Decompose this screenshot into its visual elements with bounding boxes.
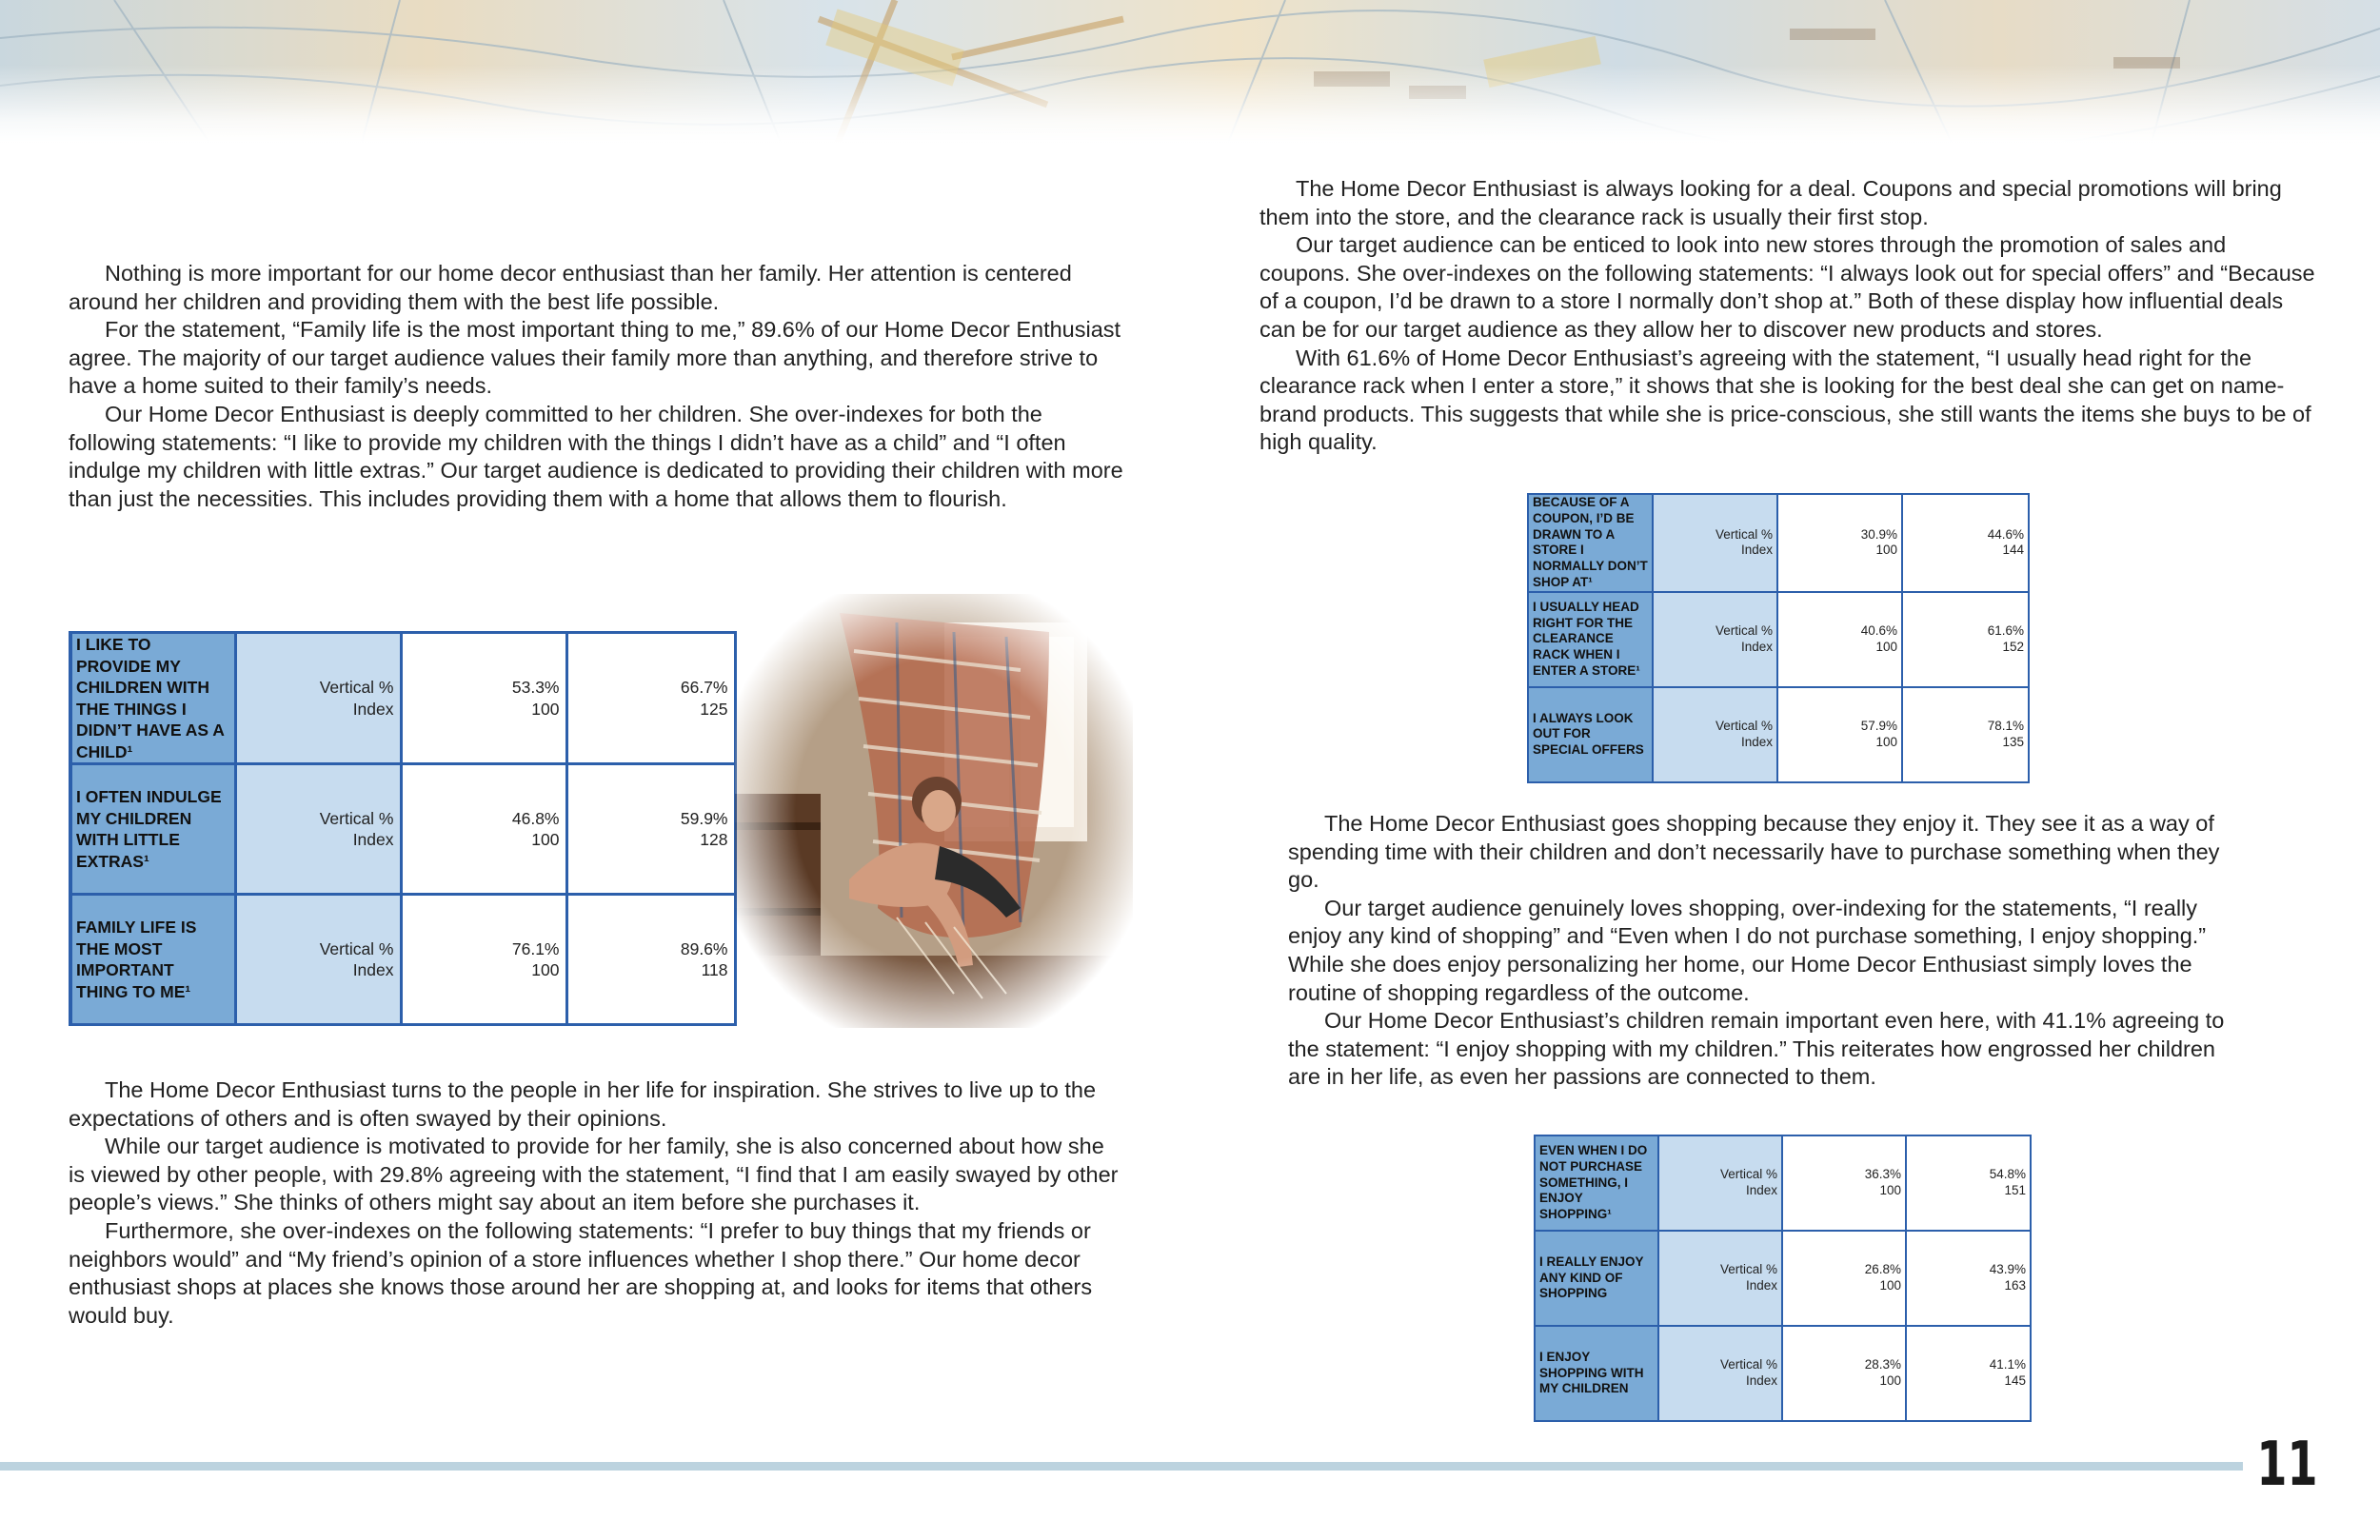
value: 100 xyxy=(1879,1373,1901,1388)
base-value-cell xyxy=(401,633,566,764)
value: 78.1% xyxy=(1987,718,2024,733)
value: 100 xyxy=(531,830,560,849)
statement-cell: I ENJOY SHOPPING WITH MY CHILDREN xyxy=(1535,1326,1658,1421)
left-intro-text xyxy=(69,260,1125,513)
statement-cell: FAMILY LIFE IS THE MOST IMPORTANT THING TO ME¹ xyxy=(70,895,235,1025)
metric-label: Index xyxy=(1740,543,1773,558)
metric-cell xyxy=(1658,1231,1782,1326)
metric-label: Vertical % xyxy=(319,678,394,697)
base-value-cell xyxy=(401,764,566,895)
value: 145 xyxy=(2004,1373,2026,1388)
table-row xyxy=(1535,1231,2031,1326)
value: 125 xyxy=(700,699,728,719)
value: 59.9% xyxy=(680,808,728,828)
family-statements-table xyxy=(69,631,737,1026)
table-row xyxy=(1528,494,2029,592)
value: 100 xyxy=(1875,543,1897,558)
table-row xyxy=(1528,687,2029,782)
table-row xyxy=(70,764,735,895)
value: 128 xyxy=(700,830,728,849)
paragraph: The Home Decor Enthusiast goes shopping because they enjoy it. They see it as a way of spending time with their children and don’t necessarily have to purchase something when they go. xyxy=(1288,811,2220,893)
target-value-cell xyxy=(1902,592,2029,687)
metric-label: Vertical % xyxy=(1719,1262,1777,1277)
statement-cell: I ALWAYS LOOK OUT FOR SPECIAL OFFERS xyxy=(1528,687,1653,782)
target-value-cell xyxy=(1902,494,2029,592)
value: 44.6% xyxy=(1987,526,2024,542)
metric-cell xyxy=(1653,494,1777,592)
value: 152 xyxy=(2002,639,2024,654)
target-value-cell xyxy=(1906,1326,2031,1421)
target-value-cell xyxy=(566,895,735,1025)
metric-label: Vertical % xyxy=(319,808,394,828)
footer-rule xyxy=(0,1462,2243,1471)
statement-cell: I LIKE TO PROVIDE MY CHILDREN WITH THE THINGS I DIDN’T HAVE AS A CHILD¹ xyxy=(70,633,235,764)
metric-label: Vertical % xyxy=(319,938,394,958)
paragraph: For the statement, “Family life is the most important thing to me,” 89.6% of our Home Decor Enthusiast agree. The majority of our target audience values their family more than anything, and therefore strive to have a home suited to their family’s needs. xyxy=(69,317,1121,399)
paragraph: Our Home Decor Enthusiast is deeply committed to her children. She over-indexes for both the following statements: “I like to provide my children with the things I didn’t have as a child” and “I often indulge my children with little extras.” Our target audience is dedicated to providing their children with more than just the necessities. This includes providing them with a home that allows them to flourish. xyxy=(69,401,1123,511)
metric-label: Index xyxy=(1745,1373,1777,1388)
left-lower-text xyxy=(69,1076,1125,1330)
statement-cell: I USUALLY HEAD RIGHT FOR THE CLEARANCE RACK WHEN I ENTER A STORE¹ xyxy=(1528,592,1653,687)
value: 53.3% xyxy=(511,678,560,697)
metric-label: Index xyxy=(1740,734,1773,749)
value: 66.7% xyxy=(680,678,728,697)
value: 100 xyxy=(1879,1183,1901,1197)
statement-cell: I OFTEN INDULGE MY CHILDREN WITH LITTLE EXTRAS¹ xyxy=(70,764,235,895)
metric-label: Vertical % xyxy=(1715,526,1773,542)
hammock-photo xyxy=(735,594,1133,1028)
value: 41.1% xyxy=(1989,1357,2026,1372)
banner-fade xyxy=(0,0,2380,143)
metric-label: Index xyxy=(352,960,394,979)
value: 163 xyxy=(2004,1278,2026,1293)
table-row xyxy=(70,895,735,1025)
value: 43.9% xyxy=(1989,1262,2026,1277)
metric-label: Vertical % xyxy=(1719,1357,1777,1372)
metric-label: Index xyxy=(1740,639,1773,654)
value: 100 xyxy=(531,699,560,719)
base-value-cell xyxy=(1777,687,1902,782)
metric-label: Vertical % xyxy=(1715,718,1773,733)
metric-cell xyxy=(235,764,401,895)
paragraph: Nothing is more important for our home decor enthusiast than her family. Her attention is centered around her children and providing them with the best life possible. xyxy=(69,261,1072,314)
table-row xyxy=(1528,592,2029,687)
value: 46.8% xyxy=(511,808,560,828)
value: 100 xyxy=(531,960,560,979)
map-banner xyxy=(0,0,2380,143)
value: 151 xyxy=(2004,1183,2026,1197)
value: 30.9% xyxy=(1860,526,1897,542)
target-value-cell xyxy=(1906,1135,2031,1231)
statement-cell: BECAUSE OF A COUPON, I’D BE DRAWN TO A STORE I NORMALLY DON’T SHOP AT¹ xyxy=(1528,494,1653,592)
paragraph: While our target audience is motivated to provide for her family, she is also concerned about how she is viewed by other people, with 29.8% agreeing with the statement, “I find that I am easily swayed by other people’s views.” She thinks of others might say about an item before she purchases it. xyxy=(69,1134,1119,1215)
target-value-cell xyxy=(566,764,735,895)
value: 144 xyxy=(2002,543,2024,558)
value: 26.8% xyxy=(1864,1262,1901,1277)
value: 36.3% xyxy=(1864,1167,1901,1182)
table-row xyxy=(70,633,735,764)
paragraph: The Home Decor Enthusiast turns to the people in her life for inspiration. She strives to live up to the expectations of others and is often swayed by their opinions. xyxy=(69,1077,1097,1131)
metric-label: Index xyxy=(352,830,394,849)
metric-label: Index xyxy=(1745,1278,1777,1293)
page-number: 11 xyxy=(2256,1430,2318,1500)
paragraph: Our target audience can be enticed to look into new stores through the promotion of sales and coupons. She over-indexes on the following statements: “I always look out for special offers” and “Because of a coupon, I’d be drawn to a store I normally don’t shop at.” Both of these display how influential deals can be for our target audience as they allow her to discover new products and stores. xyxy=(1259,232,2315,342)
paragraph: With 61.6% of Home Decor Enthusiast’s agreeing with the statement, “I usually head right for the clearance rack when I enter a store,” it shows that she is looking for the best deal she can get on name-brand products. This suggests that while she is price-conscious, she still wants the items she buys to be of high quality. xyxy=(1259,345,2311,455)
value: 57.9% xyxy=(1860,718,1897,733)
base-value-cell xyxy=(1777,592,1902,687)
metric-cell xyxy=(1653,592,1777,687)
metric-cell xyxy=(235,633,401,764)
deals-statements-table xyxy=(1527,493,2030,783)
base-value-cell xyxy=(1782,1231,1906,1326)
metric-cell xyxy=(1658,1326,1782,1421)
base-value-cell xyxy=(1777,494,1902,592)
table-row xyxy=(1535,1326,2031,1421)
metric-cell xyxy=(1653,687,1777,782)
value: 40.6% xyxy=(1860,622,1897,638)
value: 28.3% xyxy=(1864,1357,1901,1372)
value: 54.8% xyxy=(1989,1167,2026,1182)
target-value-cell xyxy=(1906,1231,2031,1326)
shopping-statements-table xyxy=(1534,1135,2032,1422)
value: 135 xyxy=(2002,734,2024,749)
target-value-cell xyxy=(1902,687,2029,782)
value: 61.6% xyxy=(1987,622,2024,638)
value: 100 xyxy=(1875,734,1897,749)
value: 100 xyxy=(1879,1278,1901,1293)
base-value-cell xyxy=(1782,1326,1906,1421)
target-value-cell xyxy=(566,633,735,764)
metric-label: Index xyxy=(352,699,394,719)
metric-cell xyxy=(1658,1135,1782,1231)
paragraph: Our target audience genuinely loves shopping, over-indexing for the statements, “I really enjoy any kind of shopping” and “Even when I do not purchase something, I enjoy shopping.” While she does enjoy personalizing her home, our Home Decor Enthusiast simply loves the routine of shopping regardless of the outcome. xyxy=(1288,895,2207,1005)
value: 89.6% xyxy=(680,938,728,958)
paragraph: The Home Decor Enthusiast is always looking for a deal. Coupons and special promotions will bring them into the store, and the clearance rack is usually their first stop. xyxy=(1259,176,2282,229)
right-upper-text xyxy=(1259,175,2316,457)
value: 76.1% xyxy=(511,938,560,958)
base-value-cell xyxy=(401,895,566,1025)
base-value-cell xyxy=(1782,1135,1906,1231)
right-middle-text xyxy=(1288,810,2250,1092)
metric-label: Index xyxy=(1745,1183,1777,1197)
metric-cell xyxy=(235,895,401,1025)
metric-label: Vertical % xyxy=(1719,1167,1777,1182)
table-row xyxy=(1535,1135,2031,1231)
statement-cell: EVEN WHEN I DO NOT PURCHASE SOMETHING, I ENJOY SHOPPING¹ xyxy=(1535,1135,1658,1231)
paragraph: Furthermore, she over-indexes on the following statements: “I prefer to buy things that my friends or neighbors would” and “My friend’s opinion of a store influences whether I shop there.” Our home decor enthusiast shops at places she knows those around her are shopping at, and looks for items that others would buy. xyxy=(69,1217,1093,1328)
value: 118 xyxy=(701,960,728,979)
metric-label: Vertical % xyxy=(1715,622,1773,638)
paragraph: Our Home Decor Enthusiast’s children remain important even here, with 41.1% agreeing to the statement: “I enjoy shopping with my children.” This reiterates how engrossed her children are in her life, as even her passions are connected to them. xyxy=(1288,1008,2225,1090)
value: 100 xyxy=(1875,639,1897,654)
statement-cell: I REALLY ENJOY ANY KIND OF SHOPPING xyxy=(1535,1231,1658,1326)
